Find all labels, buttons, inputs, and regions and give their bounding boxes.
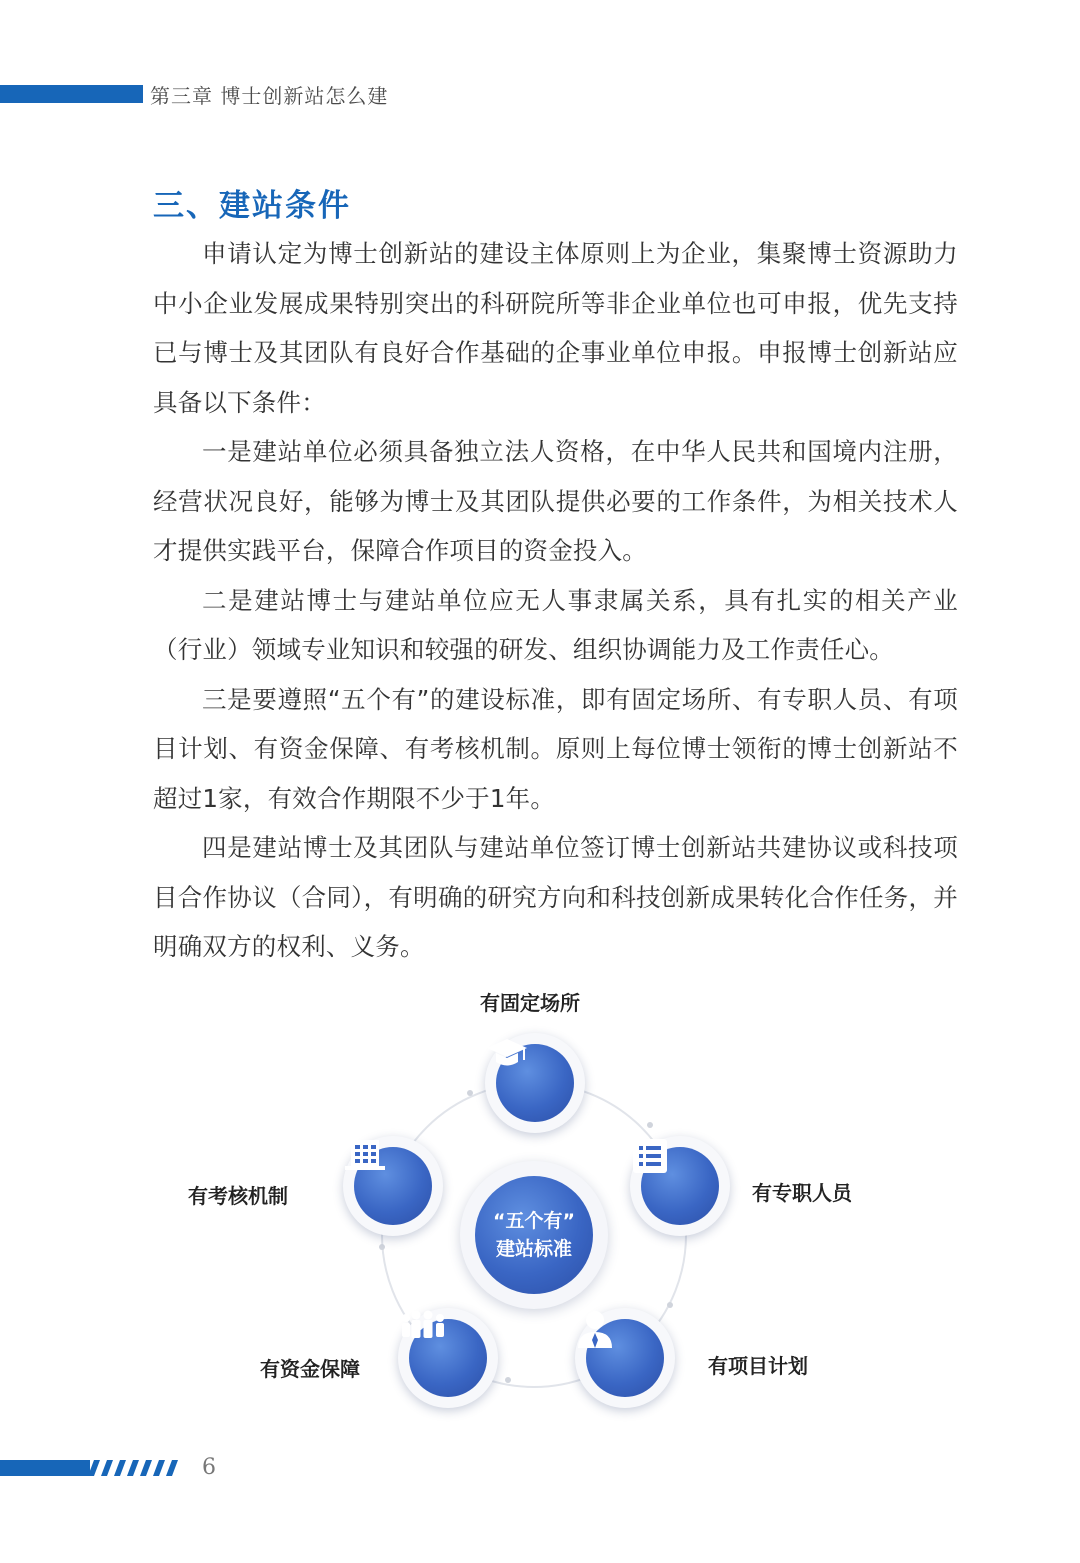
graduation-cap-icon (485, 1033, 529, 1073)
footer-accent-bar (0, 1460, 90, 1476)
paragraph-condition-1: 一是建站单位必须具备独立法人资格，在中华人民共和国境内注册，经营状况良好，能够为博士及其团队提供必要的工作条件，为相关技术人才提供实践平台，保障合作项目的资金投入。 (153, 437, 958, 565)
paragraph-condition-4: 四是建站博士及其团队与建站单位签订博士创新站共建协议或科技项目合作协议（合同），有明确的研究方向和科技创新成果转化合作任务，并明确双方的权利、义务。 (153, 833, 958, 961)
page-number: 6 (202, 1455, 216, 1480)
paragraph-condition-3: 三是要遵照“五个有”的建设标准，即有固定场所、有专职人员、有项目计划、有资金保障、有考核机制。原则上每位博士领衔的博士创新站不超过1家，有效合作期限不少于1年。 (153, 684, 958, 813)
center-subtitle: 建站标准 (495, 1238, 572, 1260)
node-assessment (343, 1136, 443, 1236)
five-standards-diagram (150, 975, 930, 1415)
section-title: 三、建站条件 (153, 188, 351, 224)
label-funding: 有资金保障 (260, 1357, 360, 1381)
header-accent-bar (0, 85, 143, 103)
building-icon (343, 1136, 387, 1172)
node-funding (398, 1308, 498, 1408)
center-title: “五个有” (493, 1210, 575, 1232)
paragraph-condition-2: 二是建站博士与建站单位应无人事隶属关系，具有扎实的相关产业（行业）领域专业知识和较强的研发、组织协调能力及工作责任心。 (153, 585, 958, 664)
group-icon (398, 1308, 448, 1344)
label-assessment: 有考核机制 (188, 1184, 288, 1208)
body-text (153, 229, 958, 972)
label-project-plan: 有项目计划 (708, 1354, 808, 1378)
footer-stripes (88, 1460, 180, 1476)
center-node (460, 1161, 608, 1309)
label-staff: 有专职人员 (752, 1181, 852, 1205)
paragraph-intro: 申请认定为博士创新站的建设主体原则上为企业，集聚博士资源助力中小企业发展成果特别突出的科研院所等非企业单位也可申报，优先支持已与博士及其团队有良好合作基础的企事业单位申报。申报博士创新站应具备以下条件： (153, 239, 958, 417)
node-project-plan (575, 1308, 675, 1408)
person-icon (575, 1308, 615, 1350)
node-fixed-site (485, 1033, 585, 1133)
chapter-header: 第三章 博士创新站怎么建 (150, 84, 389, 108)
list-icon (630, 1136, 670, 1176)
node-staff (630, 1136, 730, 1236)
label-fixed-site: 有固定场所 (480, 991, 580, 1015)
